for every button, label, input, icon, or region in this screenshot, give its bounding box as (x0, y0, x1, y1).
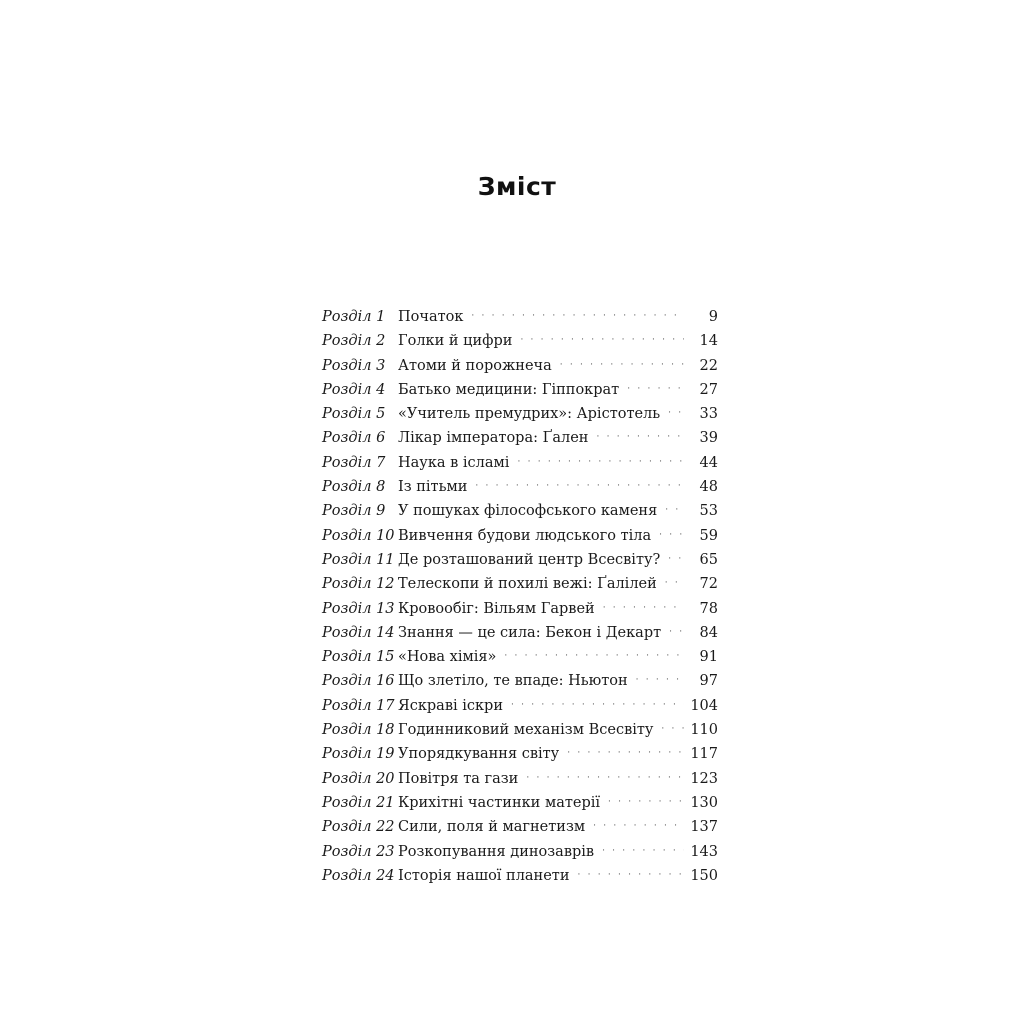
toc-chapter-label: Розділ 1 (322, 309, 386, 325)
toc-chapter-label: Розділ 5 (322, 406, 386, 423)
toc-entry (322, 840, 718, 864)
toc-dot-leader (608, 790, 684, 814)
toc-entry (322, 548, 718, 572)
toc-entry (322, 791, 718, 815)
toc-page-number: 123 (690, 770, 718, 787)
toc-chapter-title: Атоми й порожнеча (398, 357, 552, 374)
toc-chapter-title: Голки й цифри (398, 333, 513, 350)
toc-dot-leader (665, 571, 684, 595)
toc-chapter-title: Яскраві іскри (398, 697, 503, 714)
toc-entry (322, 378, 718, 402)
toc-entry (322, 742, 718, 766)
toc-chapter-title: Вивчення будови людського тіла (398, 527, 652, 544)
toc-chapter-title: Лікар імператора: Ґален (398, 430, 589, 447)
toc-chapter-label: Розділ 22 (322, 819, 395, 836)
toc-dot-leader (504, 644, 684, 668)
toc-chapter-label: Розділ 15 (322, 649, 395, 666)
toc-dot-leader (669, 620, 684, 644)
toc-chapter-title: Батько медицини: Гіппократ (398, 381, 620, 398)
toc-page-number: 137 (690, 819, 718, 836)
toc-chapter-title: Крихітні частинки матерії (398, 794, 601, 811)
toc-dot-leader (567, 741, 684, 765)
toc-chapter-label: Розділ 18 (322, 722, 395, 739)
toc-entry (322, 572, 718, 596)
toc-entry (322, 621, 718, 645)
toc-chapter-label: Розділ 24 (322, 867, 395, 884)
toc-entry (322, 694, 718, 718)
toc-page-number: 65 (699, 551, 718, 568)
toc-dot-leader (636, 668, 684, 692)
toc-chapter-label: Розділ 3 (322, 357, 386, 374)
toc-entry (322, 354, 718, 378)
toc-chapter-title: Повітря та гази (398, 770, 519, 787)
toc-chapter-title: «Учитель премудрих»: Арістотель (398, 406, 661, 423)
toc-chapter-title: Сили, поля й магнетизм (398, 819, 586, 836)
toc-dot-leader (517, 450, 684, 474)
table-of-contents (322, 305, 718, 888)
toc-page-number: 78 (699, 600, 718, 617)
toc-dot-leader (511, 693, 684, 717)
toc-dot-leader (475, 474, 684, 498)
toc-chapter-label: Розділ 10 (322, 527, 395, 544)
toc-entry (322, 305, 718, 329)
toc-page-number: 130 (690, 794, 718, 811)
toc-chapter-label: Розділ 7 (322, 454, 386, 471)
toc-page-number: 72 (699, 576, 718, 593)
toc-chapter-title: Кровообіг: Вільям Гарвей (398, 600, 595, 617)
toc-dot-leader (593, 814, 684, 838)
toc-dot-leader (603, 596, 684, 620)
toc-dot-leader (659, 523, 684, 547)
toc-entry (322, 767, 718, 791)
toc-page-number: 14 (699, 333, 718, 350)
toc-chapter-title: Упорядкування світу (398, 746, 560, 763)
toc-entry (322, 524, 718, 548)
toc-chapter-title: Що злетіло, те впаде: Ньютон (398, 673, 628, 690)
toc-chapter-label: Розділ 6 (322, 430, 386, 447)
toc-entry (322, 864, 718, 888)
toc-entry (322, 645, 718, 669)
toc-page-number: 84 (699, 624, 718, 641)
toc-page-number: 39 (699, 430, 718, 447)
toc-chapter-title: Телескопи й похилі вежі: Ґалілей (398, 576, 657, 593)
toc-entry (322, 402, 718, 426)
toc-entry (322, 815, 718, 839)
toc-dot-leader (578, 863, 685, 887)
toc-chapter-label: Розділ 14 (322, 624, 395, 641)
toc-page-number: 91 (699, 649, 718, 666)
toc-page-number: 22 (699, 357, 718, 374)
toc-page-number: 110 (690, 722, 718, 739)
toc-page-number: 104 (690, 697, 718, 714)
toc-dot-leader (602, 839, 684, 863)
toc-chapter-label: Розділ 12 (322, 576, 395, 593)
toc-chapter-label: Розділ 16 (322, 673, 395, 690)
toc-entry (322, 426, 718, 450)
toc-chapter-label: Розділ 8 (322, 479, 386, 496)
toc-entry (322, 329, 718, 353)
toc-chapter-label: Розділ 4 (322, 381, 386, 398)
toc-chapter-label: Розділ 19 (322, 746, 395, 763)
toc-chapter-label: Розділ 9 (322, 503, 386, 520)
toc-dot-leader (661, 717, 684, 741)
toc-chapter-label: Розділ 23 (322, 843, 395, 860)
toc-page-number: 53 (699, 503, 718, 520)
toc-page-number: 150 (690, 867, 718, 884)
toc-chapter-label: Розділ 21 (322, 794, 395, 811)
toc-dot-leader (596, 425, 684, 449)
toc-chapter-label: Розділ 2 (322, 333, 386, 350)
toc-dot-leader (471, 304, 684, 328)
toc-page-number: 27 (699, 381, 718, 398)
toc-dot-leader (520, 328, 684, 352)
toc-chapter-label: Розділ 11 (322, 551, 395, 568)
toc-chapter-label: Розділ 20 (322, 770, 395, 787)
toc-dot-leader (627, 377, 684, 401)
toc-entry (322, 451, 718, 475)
toc-page-number: 9 (708, 309, 718, 325)
toc-entry (322, 597, 718, 621)
toc-dot-leader (668, 401, 684, 425)
toc-entry (322, 475, 718, 499)
toc-page-number: 48 (699, 479, 718, 496)
toc-page-number: 117 (690, 746, 718, 763)
toc-dot-leader (665, 498, 684, 522)
toc-chapter-title: Де розташований центр Всесвіту? (398, 551, 661, 568)
toc-chapter-title: Наука в ісламі (398, 454, 510, 471)
toc-page-number: 33 (699, 406, 718, 423)
toc-chapter-title: Розкопування динозаврів (398, 843, 595, 860)
toc-chapter-label: Розділ 17 (322, 697, 395, 714)
toc-page-number: 97 (699, 673, 718, 690)
toc-page-number: 59 (699, 527, 718, 544)
toc-chapter-title: Початок (398, 309, 464, 325)
toc-chapter-title: Знання — це сила: Бекон і Декарт (398, 624, 662, 641)
toc-dot-leader (668, 547, 684, 571)
toc-chapter-title: У пошуках філософського каменя (398, 503, 658, 520)
toc-chapter-title: Годинниковий механізм Всесвіту (398, 722, 654, 739)
toc-chapter-title: Історія нашої планети (398, 867, 570, 884)
toc-entry (322, 499, 718, 523)
toc-page-number: 44 (699, 454, 718, 471)
toc-dot-leader (560, 353, 684, 377)
toc-chapter-title: «Нова хімія» (398, 649, 497, 666)
toc-chapter-title: Із пітьми (398, 479, 468, 496)
toc-chapter-label: Розділ 13 (322, 600, 395, 617)
toc-dot-leader (526, 766, 684, 790)
toc-page-number: 143 (690, 843, 718, 860)
toc-entry (322, 718, 718, 742)
toc-entry (322, 669, 718, 693)
page-title: Зміст (477, 172, 557, 201)
